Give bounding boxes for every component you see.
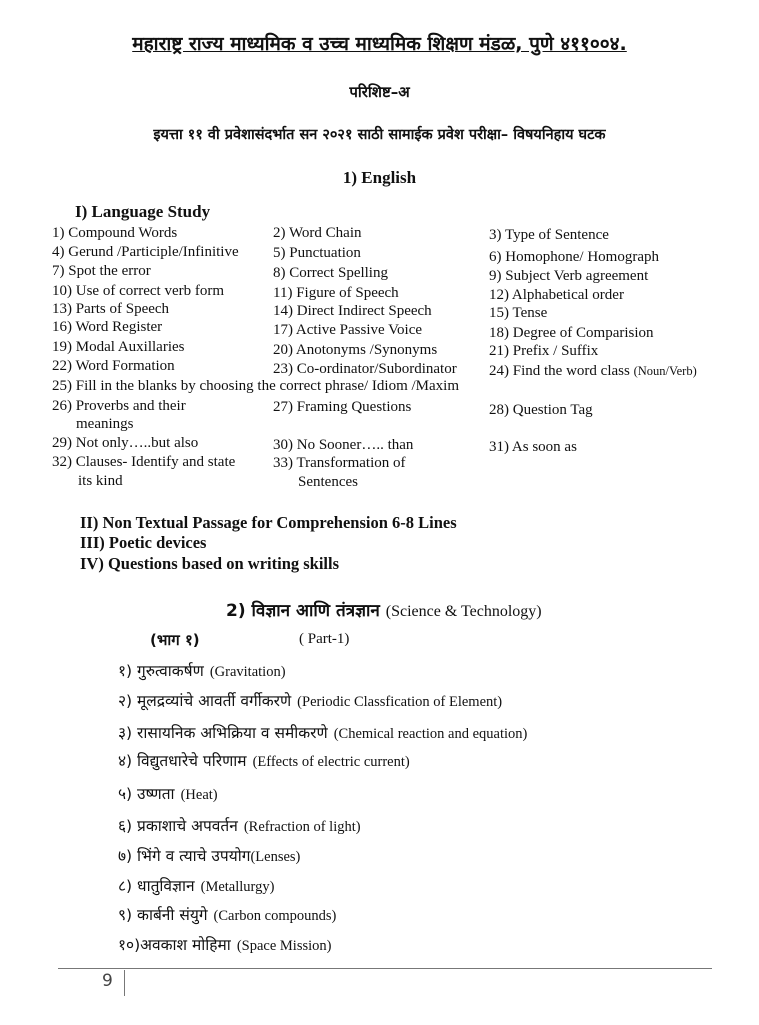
topic-marathi: ४) विद्युतधारेचे परिणाम: [118, 752, 247, 770]
science-heading-marathi: 2) विज्ञान आणि तंत्रज्ञान: [226, 601, 380, 621]
topic-english: (Heat): [180, 787, 218, 803]
topic-item: 14) Direct Indirect Speech: [273, 303, 432, 319]
topic-item: 31) As soon as: [489, 439, 577, 455]
language-study-heading: I) Language Study: [75, 202, 211, 221]
science-topic: [118, 874, 274, 896]
topic-item: 13) Parts of Speech: [52, 301, 170, 317]
page-number: 9: [102, 971, 113, 991]
topic-item: 22) Word Formation: [52, 358, 175, 374]
topic-item-text: 24) Find the word class: [489, 363, 630, 379]
topic-english: (Effects of electric current): [252, 754, 410, 770]
part-label-english: ( Part-1): [299, 631, 350, 647]
topic-marathi: ९) कार्बनी संयुगे: [118, 906, 208, 924]
topic-item: 19) Modal Auxillaries: [52, 339, 185, 355]
topic-item: 5) Punctuation: [273, 245, 361, 261]
topic-item: 21) Prefix / Suffix: [489, 343, 599, 359]
science-topic: [118, 782, 218, 804]
topic-marathi: ६) प्रकाशाचे अपवर्तन: [118, 817, 238, 835]
topic-item: 23) Co-ordinator/Subordinator: [273, 361, 457, 377]
topic-item: 4) Gerund /Participle/Infinitive: [52, 244, 239, 260]
topic-item: 27) Framing Questions: [273, 399, 412, 415]
science-topic: [118, 933, 331, 955]
topic-item: 20) Anotonyms /Synonyms: [273, 342, 438, 358]
topic-item: 25) Fill in the blanks by choosing the correct phrase/ Idiom /Maxim: [52, 378, 460, 394]
science-topic: [118, 721, 527, 743]
science-topic: [118, 749, 410, 771]
topic-item: 10) Use of correct verb form: [52, 283, 225, 299]
science-topic: [118, 903, 336, 925]
topic-item: 29) Not only…..but also: [52, 435, 199, 451]
topic-item: 12) Alphabetical order: [489, 287, 624, 303]
topic-item: 17) Active Passive Voice: [273, 322, 423, 338]
topic-item: [489, 362, 697, 380]
topic-item: 7) Spot the error: [52, 263, 151, 279]
appendix-label: परिशिष्ट–अ: [349, 83, 410, 101]
topic-item: 32) Clauses- Identify and state: [52, 454, 236, 470]
part-heading: III) Poetic devices: [80, 533, 207, 552]
topic-marathi: ३) रासायनिक अभिक्रिया व समीकरणे: [118, 724, 328, 742]
topic-item: 15) Tense: [489, 305, 548, 321]
topic-english: (Space Mission): [236, 938, 332, 954]
topic-item: 2) Word Chain: [273, 225, 362, 241]
science-topic: [118, 689, 502, 711]
topic-item: 16) Word Register: [52, 319, 163, 335]
topic-item-continued: Sentences: [298, 474, 358, 490]
word-class-note: (Noun/Verb): [633, 364, 697, 378]
page-subtitle: इयत्ता ११ वी प्रवेशासंदर्भात सन २०२१ साठी सामाईक प्रवेश परीक्षा– विषयनिहाय घटक: [153, 127, 606, 143]
footer-divider: [58, 968, 712, 969]
topic-item: 18) Degree of Comparision: [489, 325, 654, 341]
topic-marathi: २) मूलद्रव्यांचे आवर्ती वर्गीकरणे: [118, 692, 292, 710]
topic-item: 30) No Sooner….. than: [273, 437, 414, 453]
topic-item: 26) Proverbs and their: [52, 398, 186, 414]
topic-english: (Metallurgy): [200, 879, 275, 895]
board-title: महाराष्ट्र राज्य माध्यमिक व उच्च माध्यमिक शिक्षण मंडळ, पुणे ४११००४.: [132, 33, 627, 55]
topic-item: 3) Type of Sentence: [489, 227, 609, 243]
topic-marathi: १) गुरुत्वाकर्षण: [118, 662, 204, 680]
topic-marathi: १०)अवकाश मोहिमा: [118, 936, 231, 954]
topic-english: (Gravitation): [209, 664, 286, 680]
topic-english: (Carbon compounds): [213, 908, 337, 924]
topic-english: (Refraction of light): [243, 819, 361, 835]
topic-marathi: ५) उष्णता: [118, 785, 175, 803]
topic-item: 8) Correct Spelling: [273, 265, 388, 281]
topic-item: 6) Homophone/ Homograph: [489, 249, 659, 265]
topic-item: 11) Figure of Speech: [273, 285, 399, 301]
page-number-divider: [124, 970, 125, 996]
part-heading: II) Non Textual Passage for Comprehension 6-8 Lines: [80, 513, 457, 532]
section-science-heading: [226, 598, 542, 621]
topic-marathi: ८) धातुविज्ञान: [118, 877, 195, 895]
topic-english: (Periodic Classfication of Element): [297, 694, 503, 710]
science-topic: [118, 814, 361, 836]
section-english-heading: 1) English: [342, 168, 417, 187]
part-heading: IV) Questions based on writing skills: [80, 554, 340, 573]
topic-english: (Chemical reaction and equation): [333, 726, 528, 742]
topic-item-continued: its kind: [78, 473, 123, 489]
topic-item: 1) Compound Words: [52, 225, 178, 241]
topic-english: (Lenses): [250, 849, 301, 865]
topic-item: 9) Subject Verb agreement: [489, 268, 649, 284]
topic-item: 33) Transformation of: [273, 455, 406, 471]
part-label-marathi: (भाग १): [150, 631, 200, 649]
topic-marathi: ७) भिंगे व त्याचे उपयोग: [118, 847, 251, 865]
science-heading-english: (Science & Technology): [385, 603, 542, 620]
science-topic: [118, 659, 286, 681]
topic-item-continued: meanings: [76, 416, 134, 432]
topic-item: 28) Question Tag: [489, 402, 593, 418]
science-topic: [118, 844, 300, 866]
